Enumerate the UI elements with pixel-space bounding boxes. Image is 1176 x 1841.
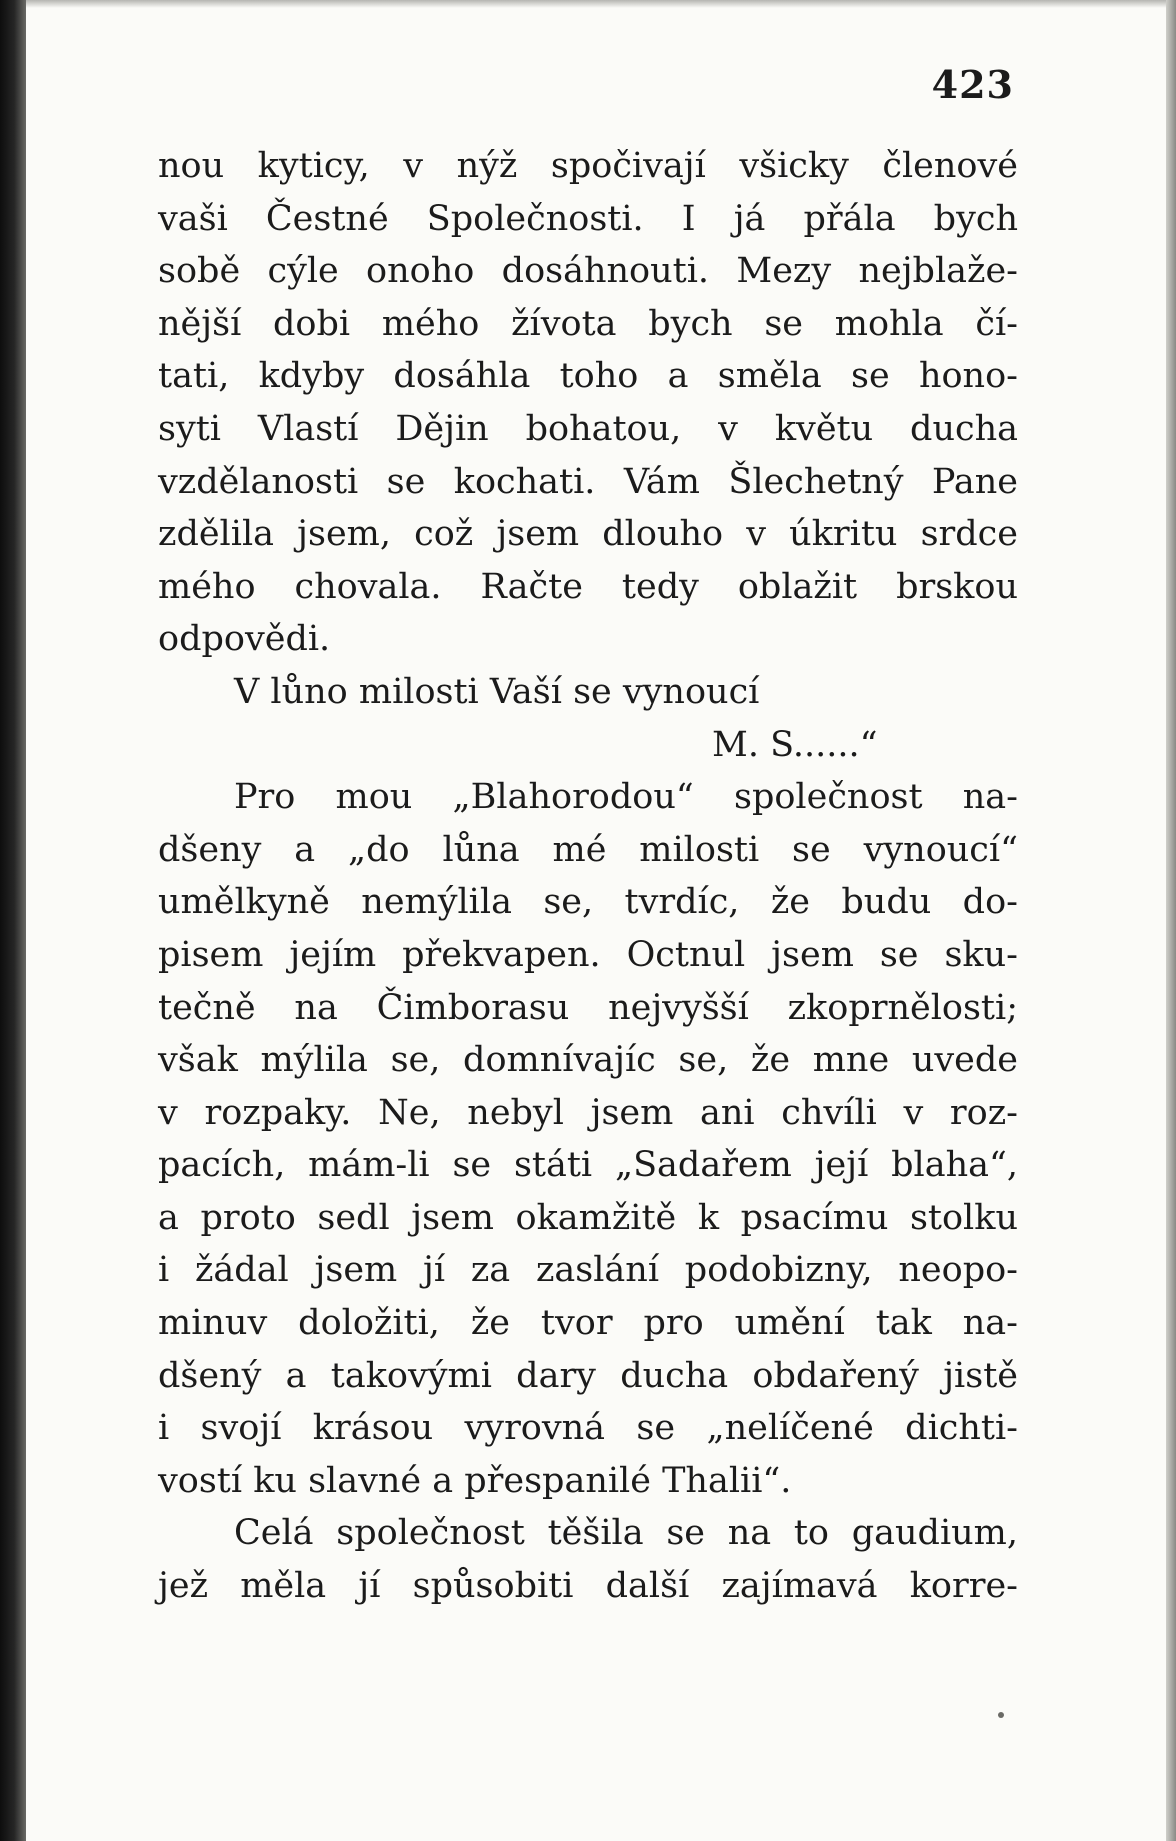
paragraph-first-line: Pro mou „Blahorodou“ společnost na- [234,777,1018,818]
text-line: sobě cýle onoho dosáhnouti. Mezy nejblaže- [158,251,1018,292]
text-line: zdělila jsem, což jsem dlouho v úkritu srdce [158,514,1018,555]
text-line: minuv doložiti, že tvor pro umění tak na- [158,1303,1018,1344]
paper-speck [998,1712,1004,1718]
text-line: mého chovala. Račte tedy oblažit brskou [158,566,1018,607]
text-line: pisem jejím překvapen. Octnul jsem se sku- [158,934,1018,975]
text-line: i svojí krásou vyrovná se „nelíčené dichti- [158,1408,1018,1449]
text-line: však mýlila se, domnívajíc se, že mne uvede [158,1040,1018,1081]
text-line: v rozpaky. Ne, nebyl jsem ani chvíli v roz- [158,1092,1018,1133]
text-line: umělkyně nemýlila se, tvrdíc, že budu do- [158,882,1018,923]
text-line: a proto sedl jsem okamžitě k psacímu stolku [158,1197,1018,1238]
body-text [158,140,1018,1613]
text-line: vaši Čestné Společnosti. I já přála bych [158,198,1018,239]
text-line: tečně na Čimborasu nejvyšší zkoprnělosti; [158,987,1018,1028]
text-line: jež měla jí spůsobiti další zajímavá korre- [158,1566,1018,1607]
text-line: nější dobi mého žívota bych se mohla čí- [158,303,1018,344]
text-line: i žádal jsem jí za zaslání podobizny, neopo- [158,1250,1018,1291]
text-line: odpovědi. [158,619,331,660]
page-number: 423 [931,62,1014,107]
text-line: syti Vlastí Dějin bohatou, v květu ducha [158,408,1018,449]
page-top-edge [26,0,1166,8]
text-line: vostí ku slavné a přespanilé Thalii“. [158,1460,792,1501]
text-line: vzdělanosti se kochati. Vám Šlechetný Pane [158,461,1018,502]
text-line: dšený a takovými dary ducha obdařený jistě [158,1355,1018,1396]
text-line: tati, kdyby dosáhla toho a směla se hono- [158,356,1018,397]
text-line: pacích, mám-li se státi „Sadařem její blaha“, [158,1145,1018,1186]
book-binding-edge [0,0,26,1841]
signature-line: M. S......“ [712,724,878,765]
closing-line: V lůno milosti Vaší se vynoucí [234,671,760,712]
text-line: dšeny a „do lůna mé milosti se vynoucí“ [158,829,1018,870]
page-right-edge [1166,0,1176,1841]
paragraph-first-line: Celá společnost těšila se na to gaudium, [234,1513,1018,1554]
text-line: nou kyticy, v nýž spočivají všicky členové [158,146,1018,186]
